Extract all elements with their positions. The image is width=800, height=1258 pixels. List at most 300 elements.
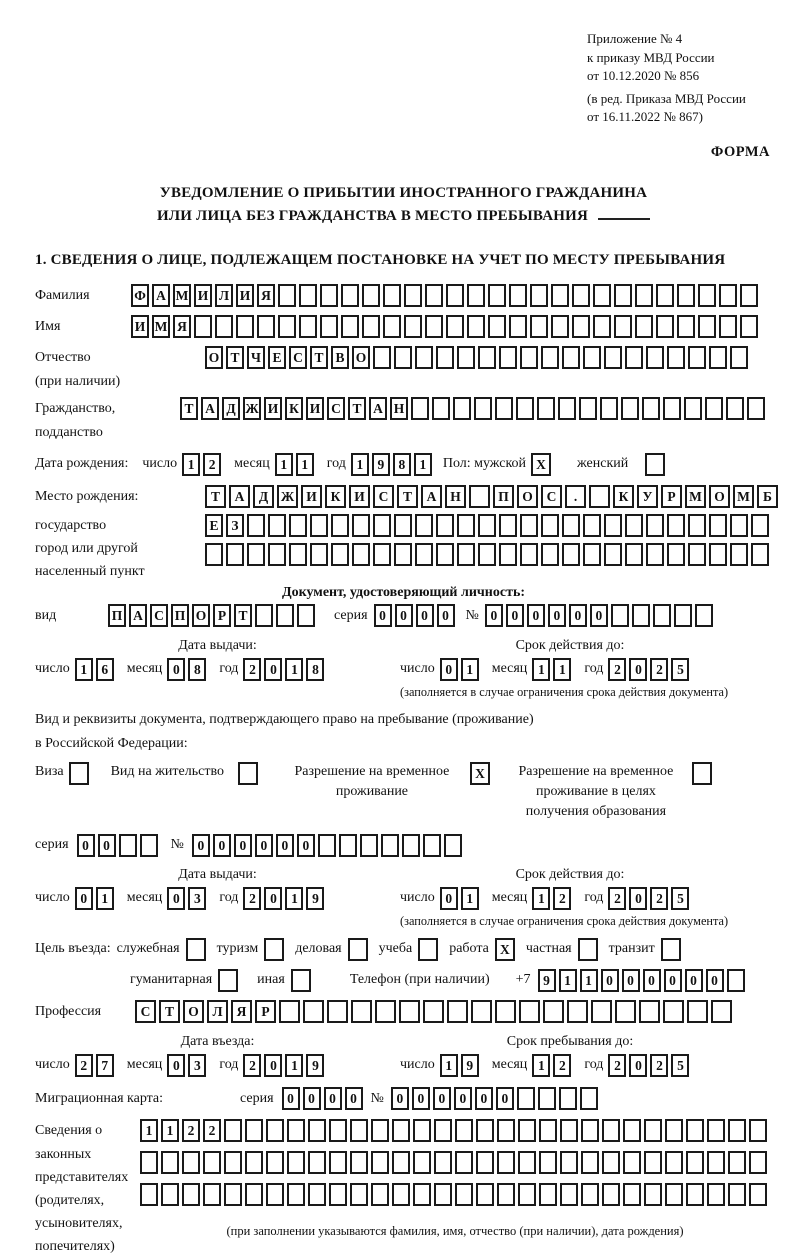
char-cell[interactable] (709, 346, 727, 369)
char-cell[interactable] (455, 1183, 473, 1206)
char-cell[interactable] (238, 762, 258, 785)
char-cell[interactable] (749, 1183, 767, 1206)
char-cell[interactable] (530, 284, 548, 307)
char-cell[interactable] (653, 604, 671, 627)
char-cell[interactable]: 0 (167, 1054, 185, 1077)
char-cell[interactable] (625, 543, 643, 566)
char-cell[interactable] (268, 543, 286, 566)
char-cell[interactable] (688, 543, 706, 566)
char-cell[interactable] (394, 514, 412, 537)
char-cell[interactable] (373, 543, 391, 566)
char-cell[interactable] (749, 1151, 767, 1174)
char-cell[interactable]: 9 (372, 453, 390, 476)
char-cell[interactable]: Ж (243, 397, 261, 420)
char-cell[interactable] (186, 938, 206, 961)
char-cell[interactable]: 0 (303, 1087, 321, 1110)
char-cell[interactable]: И (264, 397, 282, 420)
char-cell[interactable] (329, 1151, 347, 1174)
char-cell[interactable] (539, 1151, 557, 1174)
char-cell[interactable]: Т (348, 397, 366, 420)
char-cell[interactable] (677, 284, 695, 307)
char-cell[interactable]: А (152, 284, 170, 307)
char-cell[interactable]: О (205, 346, 223, 369)
char-cell[interactable] (383, 315, 401, 338)
char-cell[interactable] (602, 1151, 620, 1174)
char-cell[interactable]: И (131, 315, 149, 338)
char-cell[interactable] (255, 604, 273, 627)
char-cell[interactable] (310, 514, 328, 537)
char-cell[interactable] (297, 604, 315, 627)
char-cell[interactable]: С (373, 485, 394, 508)
char-cell[interactable] (499, 514, 517, 537)
char-cell[interactable]: 8 (188, 658, 206, 681)
char-cell[interactable]: 9 (306, 1054, 324, 1077)
char-cell[interactable] (392, 1183, 410, 1206)
char-cell[interactable]: П (108, 604, 126, 627)
char-cell[interactable] (730, 346, 748, 369)
char-cell[interactable] (538, 1087, 556, 1110)
char-cell[interactable] (539, 1183, 557, 1206)
char-cell[interactable]: 0 (506, 604, 524, 627)
char-cell[interactable] (413, 1183, 431, 1206)
char-cell[interactable] (646, 543, 664, 566)
char-cell[interactable]: 1 (532, 658, 550, 681)
char-cell[interactable] (667, 543, 685, 566)
char-cell[interactable] (614, 315, 632, 338)
char-cell[interactable] (218, 969, 238, 992)
char-cell[interactable] (520, 346, 538, 369)
char-cell[interactable] (541, 543, 559, 566)
char-cell[interactable]: Я (257, 284, 275, 307)
char-cell[interactable] (351, 1000, 372, 1023)
char-cell[interactable] (476, 1119, 494, 1142)
char-cell[interactable] (478, 346, 496, 369)
char-cell[interactable] (730, 514, 748, 537)
char-cell[interactable] (350, 1151, 368, 1174)
char-cell[interactable] (692, 762, 712, 785)
char-cell[interactable] (291, 969, 311, 992)
char-cell[interactable]: 9 (461, 1054, 479, 1077)
char-cell[interactable]: 7 (96, 1054, 114, 1077)
char-cell[interactable]: 0 (412, 1087, 430, 1110)
char-cell[interactable]: Т (180, 397, 198, 420)
char-cell[interactable] (161, 1183, 179, 1206)
char-cell[interactable]: 8 (306, 658, 324, 681)
char-cell[interactable] (497, 1151, 515, 1174)
char-cell[interactable]: Р (661, 485, 682, 508)
char-cell[interactable]: 0 (98, 834, 116, 857)
char-cell[interactable] (446, 315, 464, 338)
char-cell[interactable] (399, 1000, 420, 1023)
char-cell[interactable] (558, 397, 576, 420)
char-cell[interactable]: И (236, 284, 254, 307)
char-cell[interactable] (560, 1151, 578, 1174)
char-cell[interactable] (581, 1151, 599, 1174)
char-cell[interactable]: 0 (167, 658, 185, 681)
char-cell[interactable]: 1 (351, 453, 369, 476)
char-cell[interactable] (625, 346, 643, 369)
char-cell[interactable] (644, 1151, 662, 1174)
char-cell[interactable]: 1 (440, 1054, 458, 1077)
char-cell[interactable] (686, 1119, 704, 1142)
char-cell[interactable] (341, 315, 359, 338)
char-cell[interactable] (476, 1151, 494, 1174)
char-cell[interactable] (226, 543, 244, 566)
char-cell[interactable] (674, 604, 692, 627)
char-cell[interactable]: 0 (276, 834, 294, 857)
char-cell[interactable]: В (331, 346, 349, 369)
char-cell[interactable] (562, 346, 580, 369)
char-cell[interactable] (320, 315, 338, 338)
char-cell[interactable] (339, 834, 357, 857)
char-cell[interactable] (604, 514, 622, 537)
char-cell[interactable]: 3 (188, 1054, 206, 1077)
char-cell[interactable]: 8 (393, 453, 411, 476)
char-cell[interactable] (318, 834, 336, 857)
char-cell[interactable] (413, 1151, 431, 1174)
char-cell[interactable]: 2 (650, 1054, 668, 1077)
char-cell[interactable] (707, 1119, 725, 1142)
char-cell[interactable] (276, 604, 294, 627)
char-cell[interactable] (687, 1000, 708, 1023)
char-cell[interactable] (266, 1183, 284, 1206)
char-cell[interactable]: 5 (671, 887, 689, 910)
char-cell[interactable] (455, 1151, 473, 1174)
char-cell[interactable]: 0 (374, 604, 392, 627)
char-cell[interactable] (656, 315, 674, 338)
char-cell[interactable] (497, 1183, 515, 1206)
char-cell[interactable] (621, 397, 639, 420)
char-cell[interactable]: 2 (553, 887, 571, 910)
char-cell[interactable] (591, 1000, 612, 1023)
char-cell[interactable] (719, 315, 737, 338)
char-cell[interactable] (203, 1183, 221, 1206)
char-cell[interactable]: X (495, 938, 515, 961)
char-cell[interactable]: 2 (553, 1054, 571, 1077)
char-cell[interactable] (423, 1000, 444, 1023)
char-cell[interactable]: О (709, 485, 730, 508)
char-cell[interactable]: К (325, 485, 346, 508)
char-cell[interactable]: 2 (608, 1054, 626, 1077)
char-cell[interactable] (751, 514, 769, 537)
char-cell[interactable] (516, 397, 534, 420)
char-cell[interactable]: Н (390, 397, 408, 420)
char-cell[interactable]: 0 (324, 1087, 342, 1110)
char-cell[interactable] (518, 1119, 536, 1142)
char-cell[interactable] (580, 1087, 598, 1110)
char-cell[interactable] (404, 284, 422, 307)
char-cell[interactable] (559, 1087, 577, 1110)
char-cell[interactable] (266, 1119, 284, 1142)
char-cell[interactable]: М (173, 284, 191, 307)
char-cell[interactable] (611, 604, 629, 627)
char-cell[interactable] (518, 1151, 536, 1174)
char-cell[interactable]: К (613, 485, 634, 508)
char-cell[interactable]: 1 (532, 887, 550, 910)
char-cell[interactable]: О (352, 346, 370, 369)
char-cell[interactable] (572, 315, 590, 338)
char-cell[interactable]: 0 (416, 604, 434, 627)
char-cell[interactable]: 0 (601, 969, 619, 992)
char-cell[interactable] (371, 1183, 389, 1206)
char-cell[interactable] (432, 397, 450, 420)
char-cell[interactable]: М (152, 315, 170, 338)
char-cell[interactable]: Е (268, 346, 286, 369)
char-cell[interactable] (425, 284, 443, 307)
char-cell[interactable] (635, 315, 653, 338)
char-cell[interactable] (698, 284, 716, 307)
char-cell[interactable]: 0 (391, 1087, 409, 1110)
char-cell[interactable] (478, 543, 496, 566)
char-cell[interactable]: Д (253, 485, 274, 508)
char-cell[interactable]: 3 (188, 887, 206, 910)
char-cell[interactable] (600, 397, 618, 420)
char-cell[interactable] (182, 1151, 200, 1174)
char-cell[interactable] (730, 543, 748, 566)
char-cell[interactable]: О (183, 1000, 204, 1023)
char-cell[interactable]: У (637, 485, 658, 508)
char-cell[interactable] (644, 1183, 662, 1206)
char-cell[interactable] (268, 514, 286, 537)
char-cell[interactable]: 0 (548, 604, 566, 627)
char-cell[interactable] (656, 284, 674, 307)
char-cell[interactable] (381, 834, 399, 857)
char-cell[interactable] (373, 346, 391, 369)
char-cell[interactable] (245, 1119, 263, 1142)
char-cell[interactable] (444, 834, 462, 857)
char-cell[interactable]: 1 (580, 969, 598, 992)
char-cell[interactable] (402, 834, 420, 857)
char-cell[interactable]: 1 (75, 658, 93, 681)
char-cell[interactable] (747, 397, 765, 420)
char-cell[interactable] (665, 1119, 683, 1142)
char-cell[interactable] (447, 1000, 468, 1023)
char-cell[interactable] (287, 1119, 305, 1142)
char-cell[interactable] (707, 1183, 725, 1206)
char-cell[interactable] (299, 315, 317, 338)
char-cell[interactable] (667, 346, 685, 369)
char-cell[interactable] (645, 453, 665, 476)
char-cell[interactable] (278, 315, 296, 338)
char-cell[interactable]: А (421, 485, 442, 508)
char-cell[interactable]: С (327, 397, 345, 420)
char-cell[interactable] (434, 1119, 452, 1142)
char-cell[interactable]: Е (205, 514, 223, 537)
char-cell[interactable]: 1 (559, 969, 577, 992)
char-cell[interactable] (614, 284, 632, 307)
char-cell[interactable] (705, 397, 723, 420)
char-cell[interactable]: 0 (264, 887, 282, 910)
char-cell[interactable] (436, 514, 454, 537)
char-cell[interactable] (352, 514, 370, 537)
char-cell[interactable]: Т (310, 346, 328, 369)
char-cell[interactable]: А (229, 485, 250, 508)
char-cell[interactable] (375, 1000, 396, 1023)
char-cell[interactable] (287, 1151, 305, 1174)
char-cell[interactable]: 1 (182, 453, 200, 476)
char-cell[interactable] (667, 514, 685, 537)
char-cell[interactable] (348, 938, 368, 961)
char-cell[interactable] (245, 1183, 263, 1206)
char-cell[interactable]: 1 (285, 887, 303, 910)
char-cell[interactable] (373, 514, 391, 537)
char-cell[interactable]: X (531, 453, 551, 476)
char-cell[interactable]: 1 (461, 658, 479, 681)
char-cell[interactable] (257, 315, 275, 338)
char-cell[interactable] (698, 315, 716, 338)
char-cell[interactable]: 2 (203, 453, 221, 476)
char-cell[interactable]: О (192, 604, 210, 627)
char-cell[interactable] (471, 1000, 492, 1023)
char-cell[interactable]: А (201, 397, 219, 420)
char-cell[interactable] (520, 543, 538, 566)
char-cell[interactable]: 0 (77, 834, 95, 857)
char-cell[interactable] (539, 1119, 557, 1142)
char-cell[interactable] (457, 543, 475, 566)
char-cell[interactable]: 2 (650, 887, 668, 910)
char-cell[interactable]: 0 (485, 604, 503, 627)
char-cell[interactable] (394, 543, 412, 566)
char-cell[interactable]: П (493, 485, 514, 508)
char-cell[interactable] (639, 1000, 660, 1023)
char-cell[interactable]: 2 (243, 887, 261, 910)
char-cell[interactable] (161, 1151, 179, 1174)
char-cell[interactable] (215, 315, 233, 338)
char-cell[interactable]: 2 (75, 1054, 93, 1077)
char-cell[interactable] (404, 315, 422, 338)
char-cell[interactable] (329, 1119, 347, 1142)
char-cell[interactable] (119, 834, 137, 857)
char-cell[interactable]: 0 (255, 834, 273, 857)
char-cell[interactable]: Н (445, 485, 466, 508)
char-cell[interactable] (583, 543, 601, 566)
char-cell[interactable]: 6 (96, 658, 114, 681)
char-cell[interactable] (457, 514, 475, 537)
char-cell[interactable]: Т (159, 1000, 180, 1023)
char-cell[interactable]: Т (397, 485, 418, 508)
char-cell[interactable]: Я (173, 315, 191, 338)
char-cell[interactable]: М (685, 485, 706, 508)
char-cell[interactable] (182, 1183, 200, 1206)
char-cell[interactable] (453, 397, 471, 420)
char-cell[interactable] (719, 284, 737, 307)
char-cell[interactable]: И (349, 485, 370, 508)
char-cell[interactable] (663, 397, 681, 420)
char-cell[interactable] (646, 514, 664, 537)
char-cell[interactable] (751, 543, 769, 566)
char-cell[interactable] (287, 1183, 305, 1206)
char-cell[interactable] (289, 543, 307, 566)
char-cell[interactable] (688, 514, 706, 537)
char-cell[interactable]: Т (234, 604, 252, 627)
char-cell[interactable] (341, 284, 359, 307)
char-cell[interactable] (308, 1183, 326, 1206)
char-cell[interactable]: С (541, 485, 562, 508)
char-cell[interactable]: 1 (461, 887, 479, 910)
char-cell[interactable]: К (285, 397, 303, 420)
char-cell[interactable] (205, 543, 223, 566)
char-cell[interactable] (392, 1119, 410, 1142)
char-cell[interactable]: С (150, 604, 168, 627)
char-cell[interactable]: 0 (440, 887, 458, 910)
char-cell[interactable] (635, 284, 653, 307)
char-cell[interactable] (299, 284, 317, 307)
char-cell[interactable] (264, 938, 284, 961)
char-cell[interactable] (623, 1151, 641, 1174)
char-cell[interactable] (663, 1000, 684, 1023)
char-cell[interactable] (224, 1183, 242, 1206)
char-cell[interactable] (467, 315, 485, 338)
char-cell[interactable]: 0 (622, 969, 640, 992)
char-cell[interactable] (247, 514, 265, 537)
char-cell[interactable] (140, 1151, 158, 1174)
char-cell[interactable] (520, 514, 538, 537)
char-cell[interactable]: О (517, 485, 538, 508)
char-cell[interactable]: Б (757, 485, 778, 508)
char-cell[interactable] (436, 346, 454, 369)
char-cell[interactable]: 5 (671, 658, 689, 681)
char-cell[interactable]: Р (213, 604, 231, 627)
char-cell[interactable]: Т (205, 485, 226, 508)
char-cell[interactable] (279, 1000, 300, 1023)
char-cell[interactable] (623, 1119, 641, 1142)
char-cell[interactable]: 1 (296, 453, 314, 476)
char-cell[interactable] (436, 543, 454, 566)
char-cell[interactable] (457, 346, 475, 369)
char-cell[interactable] (289, 514, 307, 537)
char-cell[interactable]: Л (207, 1000, 228, 1023)
char-cell[interactable] (478, 514, 496, 537)
char-cell[interactable] (578, 938, 598, 961)
char-cell[interactable]: 0 (629, 1054, 647, 1077)
char-cell[interactable]: 0 (706, 969, 724, 992)
char-cell[interactable] (602, 1119, 620, 1142)
char-cell[interactable]: 1 (96, 887, 114, 910)
char-cell[interactable]: Ж (277, 485, 298, 508)
char-cell[interactable]: Я (231, 1000, 252, 1023)
char-cell[interactable]: Р (255, 1000, 276, 1023)
char-cell[interactable]: 0 (440, 658, 458, 681)
char-cell[interactable]: 2 (203, 1119, 221, 1142)
char-cell[interactable]: А (129, 604, 147, 627)
char-cell[interactable] (310, 543, 328, 566)
char-cell[interactable] (583, 514, 601, 537)
char-cell[interactable] (625, 514, 643, 537)
char-cell[interactable] (509, 315, 527, 338)
char-cell[interactable] (224, 1151, 242, 1174)
char-cell[interactable]: 0 (685, 969, 703, 992)
char-cell[interactable]: X (470, 762, 490, 785)
char-cell[interactable]: 1 (161, 1119, 179, 1142)
char-cell[interactable]: 0 (629, 887, 647, 910)
char-cell[interactable]: 1 (532, 1054, 550, 1077)
char-cell[interactable]: И (194, 284, 212, 307)
char-cell[interactable]: 0 (75, 887, 93, 910)
char-cell[interactable] (203, 1151, 221, 1174)
char-cell[interactable]: 0 (437, 604, 455, 627)
char-cell[interactable] (499, 543, 517, 566)
char-cell[interactable] (415, 543, 433, 566)
char-cell[interactable] (562, 543, 580, 566)
char-cell[interactable] (411, 397, 429, 420)
char-cell[interactable]: 2 (608, 658, 626, 681)
char-cell[interactable]: 0 (590, 604, 608, 627)
char-cell[interactable]: 2 (182, 1119, 200, 1142)
char-cell[interactable] (623, 1183, 641, 1206)
char-cell[interactable]: 1 (553, 658, 571, 681)
char-cell[interactable]: 0 (643, 969, 661, 992)
char-cell[interactable] (455, 1119, 473, 1142)
